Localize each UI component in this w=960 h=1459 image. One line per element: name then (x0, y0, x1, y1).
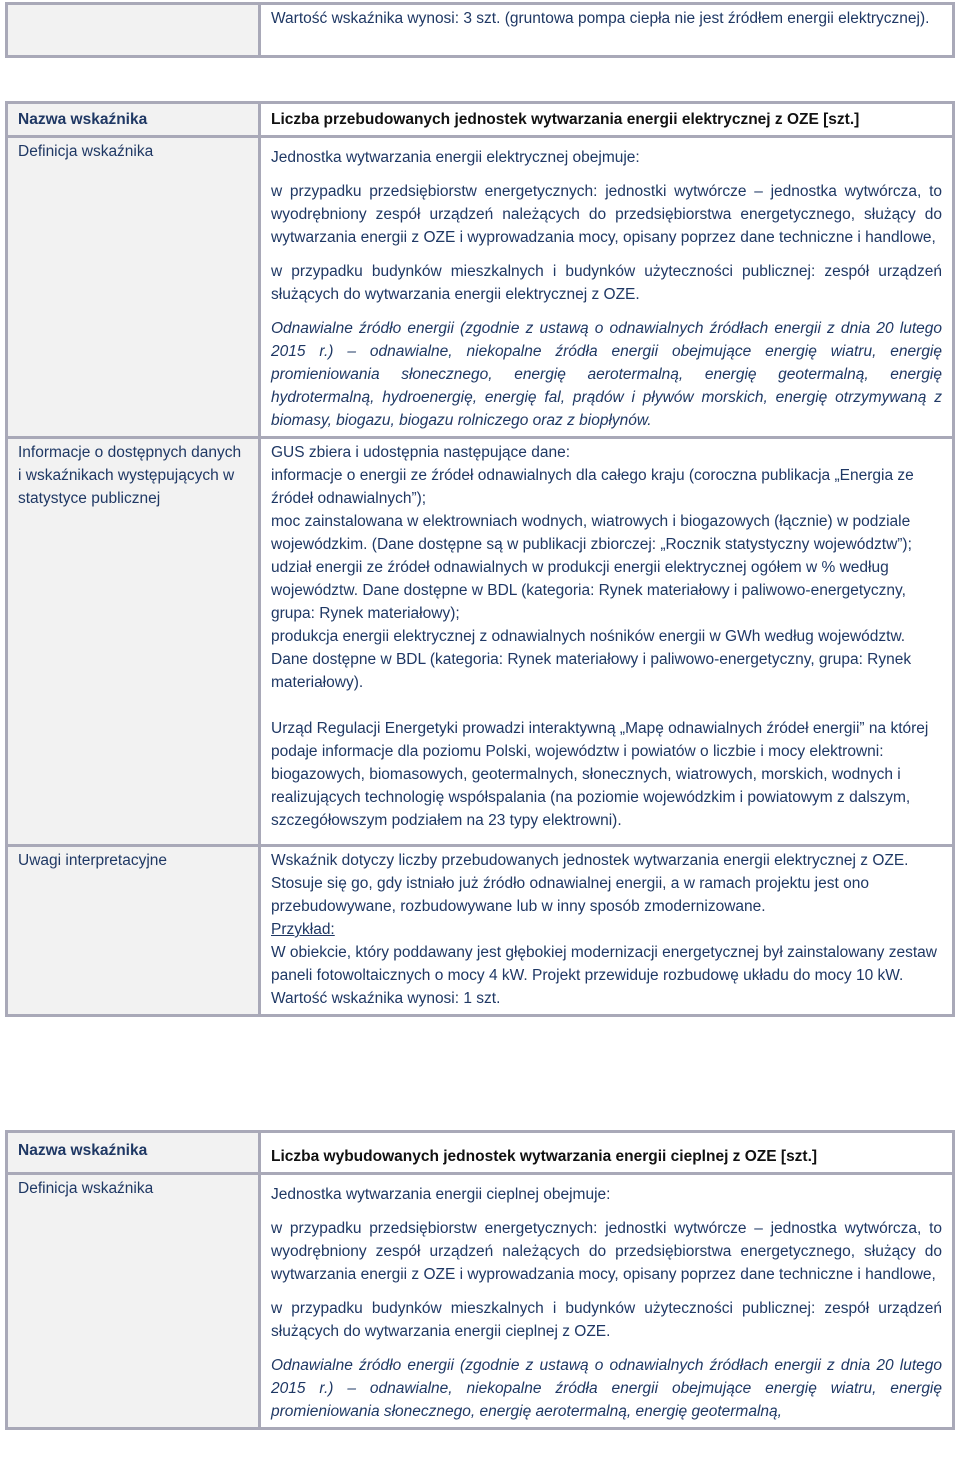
notes-value-text: Wartość wskaźnika wynosi: 1 szt. (271, 990, 501, 1007)
info-ure-paragraph: Urząd Regulacji Energetyki prowadzi interaktywną „Mapę odnawialnych źródeł energii” na której podaje informacje dla poziomu Polski, województw i powiatów o liczbie i mocy elektrowni: biogazowych, biomasowych, geotermalnych, słonecznych, wiatrowych, morskich, wodnych i realizujących technologię współspalania (na poziomie wojewódzkim i powiatowym z dalszym, szczegółowszym podziałem na 23 typy elektrowni). (271, 720, 929, 829)
name-value-cell (260, 1132, 954, 1174)
definition-paragraph-buildings: w przypadku budynków mieszkalnych i budynków użyteczności publicznej: zespół urządzeń służących do wytwarzania energii cieplnej z OZE. (271, 1300, 942, 1340)
notes-label-cell (7, 846, 260, 1016)
notes-example-label: Przykład: (271, 921, 335, 938)
name-label: Nazwa wskaźnika (18, 1142, 148, 1159)
info-line: informacje o energii ze źródeł odnawialnych dla całego kraju (coroczna publikacja „Energia ze źródeł odnawialnych”); (271, 467, 914, 507)
notes-cell (260, 846, 954, 1016)
name-label-cell (7, 103, 260, 137)
definition-cell (260, 1174, 954, 1429)
definition-label: Definicja wskaźnika (18, 1180, 154, 1197)
definition-intro: Jednostka wytwarzania energii elektrycznej obejmuje: (271, 149, 640, 166)
definition-paragraph-enterprises: w przypadku przedsiębiorstw energetycznych: jednostki wytwórcze – jednostka wytwórcza, to wyodrębniony zespół urządzeń należących do przedsiębiorstwa energetycznego, służący do wytwarzania energii z OZE i wyprowadzania mocy, opisany poprzez dane techniczne i handlowe, (271, 183, 942, 246)
name-label: Nazwa wskaźnika (18, 111, 148, 128)
indicator-table-previous (5, 2, 955, 58)
indicator-value-text: Wartość wskaźnika wynosi: 3 szt. (gruntowa pompa ciepła nie jest źródłem energii elektrycznej). (271, 10, 930, 27)
definition-paragraph-enterprises: w przypadku przedsiębiorstw energetycznych: jednostki wytwórcze – jednostka wytwórcza, to wyodrębniony zespół urządzeń należących do przedsiębiorstwa energetycznego, służący do wytwarzania energii z OZE i wyprowadzania mocy, opisany poprzez dane techniczne i handlowe, (271, 1220, 942, 1283)
definition-label-cell (7, 1174, 260, 1429)
value-cell (260, 4, 954, 57)
info-label-cell (7, 438, 260, 846)
info-label: Informacje o dostępnych danych i wskaźnikach występujących w statystyce publicznej (18, 444, 242, 507)
definition-intro: Jednostka wytwarzania energii cieplnej obejmuje: (271, 1186, 611, 1203)
indicator-name: Liczba wybudowanych jednostek wytwarzania energii cieplnej z OZE [szt.] (271, 1148, 818, 1165)
indicator-table-rebuilt-electric (5, 101, 955, 1017)
notes-paragraph: Wskaźnik dotyczy liczby przebudowanych jednostek wytwarzania energii elektrycznej z OZE. Stosuje się go, gdy istniało już źródło odnawialnej energii, a w ramach projektu jest ono przebudowywane, rozbudowywane lub w inny sposób zmodernizowane. (271, 852, 909, 915)
definition-label: Definicja wskaźnika (18, 143, 154, 160)
info-line: GUS zbiera i udostępnia następujące dane: (271, 444, 571, 461)
info-cell (260, 438, 954, 846)
info-line: produkcja energii elektrycznej z odnawialnych nośników energii w GWh według województw. Dane dostępne w BDL (kategoria: Rynek materiałowy i paliwowo-energetyczny, grupa: Rynek materiałowy). (271, 628, 912, 691)
definition-paragraph-buildings: w przypadku budynków mieszkalnych i budynków użyteczności publicznej: zespół urządzeń służących do wytwarzania energii elektrycznej z OZE. (271, 263, 942, 303)
notes-label: Uwagi interpretacyjne (18, 852, 168, 869)
notes-example-text: W obiekcie, który poddawany jest głębokiej modernizacji energetycznej był zainstalowany zestaw paneli fotowoltaicznych o mocy 4 kW. Projekt przewiduje rozbudowę układu do mocy 10 kW. (271, 944, 937, 984)
indicator-table-built-heat (5, 1130, 955, 1430)
name-value-cell (260, 103, 954, 137)
info-line: udział energii ze źródeł odnawialnych w produkcji energii elektrycznej ogółem w % według województw. Dane dostępne w BDL (kategoria: Rynek materiałowy i paliwowo-energetyczny, grupa: Rynek materiałowy); (271, 559, 906, 622)
indicator-name: Liczba przebudowanych jednostek wytwarzania energii elektrycznej z OZE [szt.] (271, 111, 860, 128)
info-line: moc zainstalowana w elektrowniach wodnych, wiatrowych i biogazowych (łącznie) w podziale wojewódzkim. (Dane dostępne są w publikacji zbiorczej: „Rocznik statystyczny województw”); (271, 513, 912, 553)
definition-paragraph-oze: Odnawialne źródło energii (zgodnie z ustawą o odnawialnych źródłach energii z dnia 20 lutego 2015 r.) – odnawialne, niekopalne źródła energii obejmujące energię wiatru, energię promieniowania słonecznego, energię aerotermalną, energię geotermalną, energię hydrotermalną, hydroenergię, energię fal, prądów i pływów morskich, energię otrzymywaną z biomasy, biogazu, biogazu rolniczego oraz z biopłynów. (271, 320, 942, 429)
definition-cell (260, 137, 954, 438)
definition-paragraph-oze: Odnawialne źródło energii (zgodnie z ustawą o odnawialnych źródłach energii z dnia 20 lutego 2015 r.) – odnawialne, niekopalne źródła energii obejmujące energię wiatru, energię promieniowania słonecznego, energię aerotermalną, energię geotermalną, (271, 1357, 942, 1420)
name-label-cell (7, 1132, 260, 1174)
empty-label-cell (7, 4, 260, 57)
definition-label-cell (7, 137, 260, 438)
